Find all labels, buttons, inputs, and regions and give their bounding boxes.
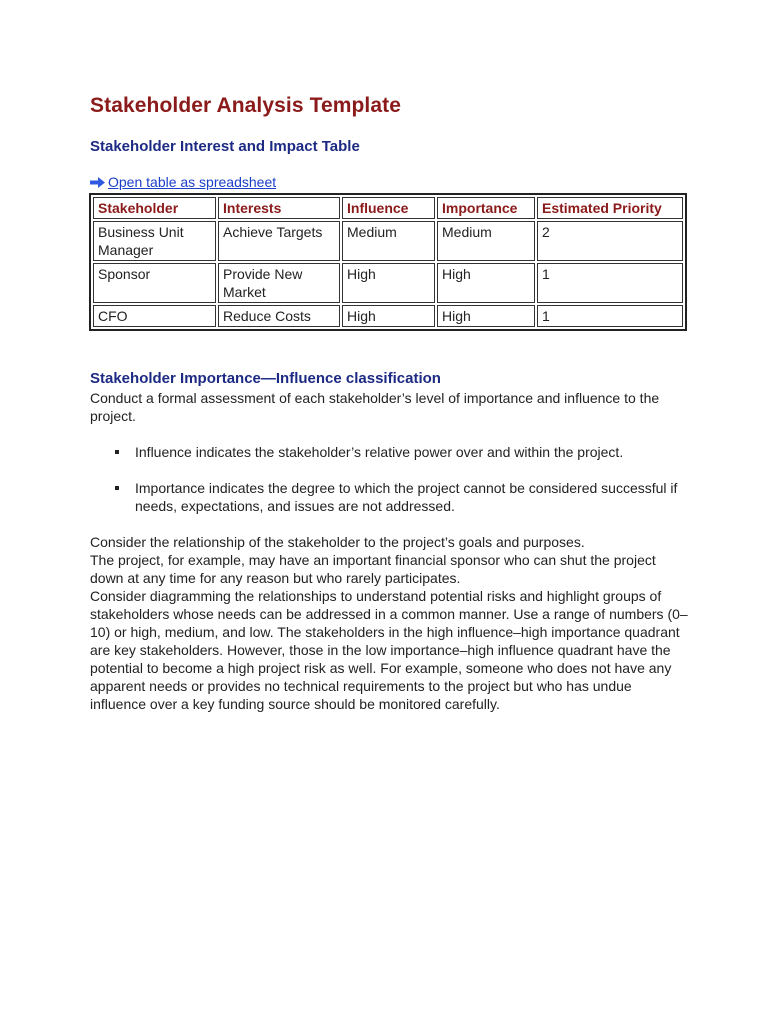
- cell-importance: Medium: [437, 221, 535, 261]
- stakeholder-table: [89, 193, 687, 331]
- document-title: Stakeholder Analysis Template: [90, 94, 402, 117]
- square-bullet-icon: [115, 486, 119, 490]
- square-bullet-icon: [115, 450, 119, 454]
- list-item-text: Influence indicates the stakeholder’s relative power over and within the project.: [135, 443, 624, 460]
- list-item: [135, 479, 688, 515]
- table-header-row: [93, 197, 683, 219]
- cell-stakeholder: Business Unit Manager: [93, 221, 216, 261]
- cell-interests: Reduce Costs: [218, 305, 340, 327]
- intro-paragraph: Conduct a formal assessment of each stakeholder’s level of importance and influence to the project.: [90, 389, 660, 424]
- section-heading-classification: Stakeholder Importance—Influence classification: [90, 369, 441, 387]
- cell-interests: Achieve Targets: [218, 221, 340, 261]
- header-stakeholder: Stakeholder: [93, 197, 216, 219]
- diagramming-paragraph: Consider diagramming the relationships to understand potential risks and highlight groups of stakeholders whose needs can be addressed in a common manner. Use a range of numbers (0–10) or high, medium, and low. The stakeholders in the high influence–high importance quadrant are key stakeholders. However, those in the low importance–high influence quadrant have the potential to become a high project risk as well. For example, someone who does not have any apparent needs or provides no technical requirements to the project but who has undue influence over a key funding source should be monitored carefully.: [90, 587, 688, 712]
- cell-importance: High: [437, 263, 535, 303]
- cell-priority: 2: [537, 221, 683, 261]
- list-item: [135, 443, 688, 461]
- header-importance: Importance: [437, 197, 535, 219]
- table-row: [93, 221, 683, 261]
- list-item-text: Importance indicates the degree to which the project cannot be considered successful if needs, expectations, and issues are not addressed.: [135, 479, 678, 514]
- header-influence: Influence: [342, 197, 435, 219]
- document-page: [90, 90, 688, 713]
- cell-stakeholder: Sponsor: [93, 263, 216, 303]
- table-row: [93, 263, 683, 303]
- definition-list: [90, 443, 688, 515]
- arrow-right-icon: [90, 177, 105, 188]
- table-row: [93, 305, 683, 327]
- open-spreadsheet-link[interactable]: [90, 173, 276, 191]
- cell-stakeholder: CFO: [93, 305, 216, 327]
- relationship-paragraph: Consider the relationship of the stakeholder to the project’s goals and purposes.: [90, 533, 585, 550]
- sponsor-example-paragraph: The project, for example, may have an important financial sponsor who can shut the project down at any time for any reason but who rarely participates.: [90, 551, 656, 586]
- open-spreadsheet-link-label: Open table as spreadsheet: [108, 174, 277, 190]
- cell-influence: High: [342, 263, 435, 303]
- cell-priority: 1: [537, 263, 683, 303]
- cell-priority: 1: [537, 305, 683, 327]
- section-heading-interest-table: Stakeholder Interest and Impact Table: [90, 138, 360, 155]
- header-interests: Interests: [218, 197, 340, 219]
- cell-influence: Medium: [342, 221, 435, 261]
- header-estimated-priority: Estimated Priority: [537, 197, 683, 219]
- cell-influence: High: [342, 305, 435, 327]
- cell-interests: Provide New Market: [218, 263, 340, 303]
- cell-importance: High: [437, 305, 535, 327]
